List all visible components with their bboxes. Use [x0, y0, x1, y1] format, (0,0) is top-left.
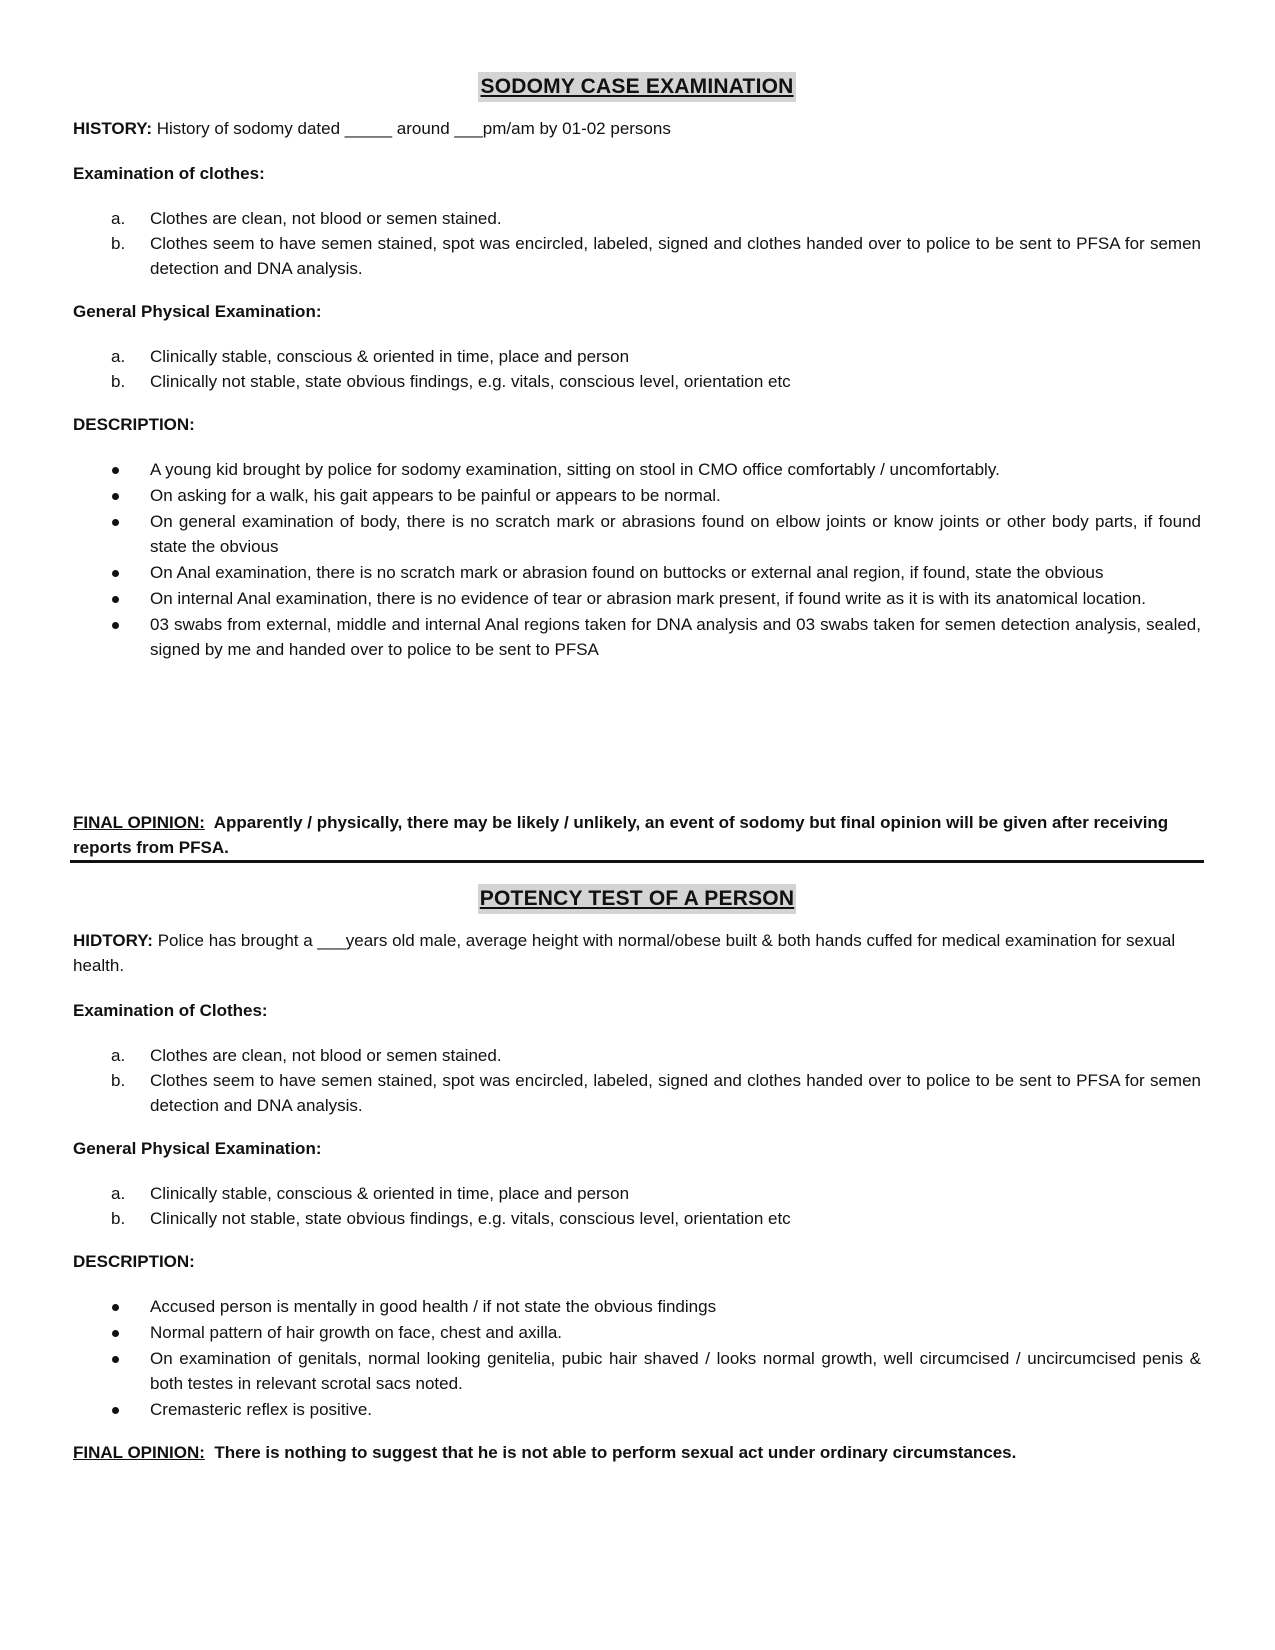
bullet-icon — [112, 519, 119, 526]
list-text: A young kid brought by police for sodomy examination, sitting on stool in CMO office comfortably / uncomfortably. — [150, 460, 1000, 479]
list-item — [73, 612, 1201, 662]
list-item — [73, 457, 1201, 482]
clothes-heading: Examination of Clothes: — [73, 1001, 268, 1020]
list-marker: a. — [111, 209, 126, 228]
list-item — [73, 1320, 1201, 1345]
list-marker: a. — [111, 1046, 126, 1065]
gpe-list — [73, 344, 1201, 394]
history-label: HIDTORY: — [73, 931, 153, 950]
bullet-icon — [112, 622, 119, 629]
list-item — [73, 231, 1201, 281]
list-marker: b. — [111, 372, 126, 391]
history-text: History of sodomy dated _____ around ___pm/am by 01-02 persons — [152, 119, 671, 138]
bullet-icon — [112, 1304, 119, 1311]
bullet-icon — [112, 493, 119, 500]
list-item — [73, 509, 1201, 559]
list-marker: a. — [111, 347, 126, 366]
sodomy-title: SODOMY CASE EXAMINATION — [478, 72, 795, 102]
potency-final-opinion — [73, 1440, 1201, 1465]
list-marker: b. — [111, 234, 126, 253]
list-marker: b. — [111, 1209, 126, 1228]
list-text: Clinically stable, conscious & oriented in time, place and person — [150, 347, 630, 366]
bullet-icon — [112, 1330, 119, 1337]
section-divider — [70, 860, 1204, 863]
list-text: Clinically not stable, state obvious findings, e.g. vitals, conscious level, orientation etc — [150, 1209, 791, 1228]
history-text: Police has brought a ___years old male, average height with normal/obese built & both hands cuffed for medical examination for sexual health. — [73, 931, 1176, 975]
history-label: HISTORY: — [73, 119, 153, 138]
final-opinion-label: FINAL OPINION: — [73, 1443, 205, 1462]
description-list — [73, 457, 1201, 662]
list-text: Cremasteric reflex is positive. — [150, 1400, 373, 1419]
list-text: Clothes seem to have semen stained, spot was encircled, labeled, signed and clothes handed over to police to be sent to PFSA for semen detection and DNA analysis. — [150, 234, 1201, 278]
list-item — [73, 1043, 1201, 1068]
bullet-icon — [112, 1407, 119, 1414]
bullet-icon — [112, 1356, 119, 1363]
list-item — [73, 1068, 1201, 1118]
list-text: On general examination of body, there is no scratch mark or abrasions found on elbow joints or know joints or other body parts, if found state the obvious — [150, 512, 1201, 556]
list-text: Clinically not stable, state obvious findings, e.g. vitals, conscious level, orientation etc — [150, 372, 791, 391]
sodomy-history — [73, 116, 1201, 141]
list-item — [73, 369, 1201, 394]
clothes-list — [73, 206, 1201, 281]
list-text: On Anal examination, there is no scratch mark or abrasion found on buttocks or external anal region, if found, state the obvious — [150, 563, 1104, 582]
sodomy-final-opinion — [73, 810, 1201, 860]
list-text: Clinically stable, conscious & oriented in time, place and person — [150, 1184, 630, 1203]
bullet-icon — [112, 570, 119, 577]
list-marker: b. — [111, 1071, 126, 1090]
list-text: Accused person is mentally in good health / if not state the obvious findings — [150, 1297, 717, 1316]
potency-history — [73, 928, 1201, 978]
list-text: On internal Anal examination, there is no evidence of tear or abrasion mark present, if found write as it is with its anatomical location. — [150, 589, 1146, 608]
gpe-heading: General Physical Examination: — [73, 302, 322, 321]
list-item — [73, 1397, 1201, 1422]
list-item — [73, 344, 1201, 369]
list-item — [73, 1181, 1201, 1206]
gpe-heading: General Physical Examination: — [73, 1139, 322, 1158]
potency-title: POTENCY TEST OF A PERSON — [478, 884, 796, 914]
final-opinion-text: There is nothing to suggest that he is not able to perform sexual act under ordinary circumstances. — [204, 1443, 1017, 1462]
final-opinion-label: FINAL OPINION: — [73, 813, 205, 832]
clothes-list — [73, 1043, 1201, 1118]
description-list — [73, 1294, 1201, 1422]
potency-section — [73, 884, 1201, 1465]
list-text: 03 swabs from external, middle and internal Anal regions taken for DNA analysis and 03 swabs taken for semen detection analysis, sealed, signed by me and handed over to police to be sent to PFSA — [150, 615, 1201, 659]
list-item — [73, 1346, 1201, 1396]
list-text: Normal pattern of hair growth on face, chest and axilla. — [150, 1323, 562, 1342]
description-heading: DESCRIPTION: — [73, 1252, 195, 1271]
list-item — [73, 483, 1201, 508]
list-item — [73, 1294, 1201, 1319]
list-item — [73, 206, 1201, 231]
list-text: On asking for a walk, his gait appears to be painful or appears to be normal. — [150, 486, 721, 505]
list-item — [73, 560, 1201, 585]
bullet-icon — [112, 596, 119, 603]
list-text: Clothes are clean, not blood or semen stained. — [150, 1046, 502, 1065]
list-text: On examination of genitals, normal looking genitelia, pubic hair shaved / looks normal growth, well circumcised / uncircumcised penis & both testes in relevant scrotal sacs noted. — [150, 1349, 1201, 1393]
final-opinion-text: Apparently / physically, there may be likely / unlikely, an event of sodomy but final opinion will be given after receiving reports from PFSA. — [73, 813, 1173, 857]
list-text: Clothes are clean, not blood or semen stained. — [150, 209, 502, 228]
list-item — [73, 586, 1201, 611]
list-marker: a. — [111, 1184, 126, 1203]
clothes-heading: Examination of clothes: — [73, 164, 265, 183]
list-text: Clothes seem to have semen stained, spot was encircled, labeled, signed and clothes handed over to police to be sent to PFSA for semen detection and DNA analysis. — [150, 1071, 1201, 1115]
bullet-icon — [112, 467, 119, 474]
list-item — [73, 1206, 1201, 1231]
description-heading: DESCRIPTION: — [73, 415, 195, 434]
gpe-list — [73, 1181, 1201, 1231]
sodomy-section — [73, 72, 1201, 857]
